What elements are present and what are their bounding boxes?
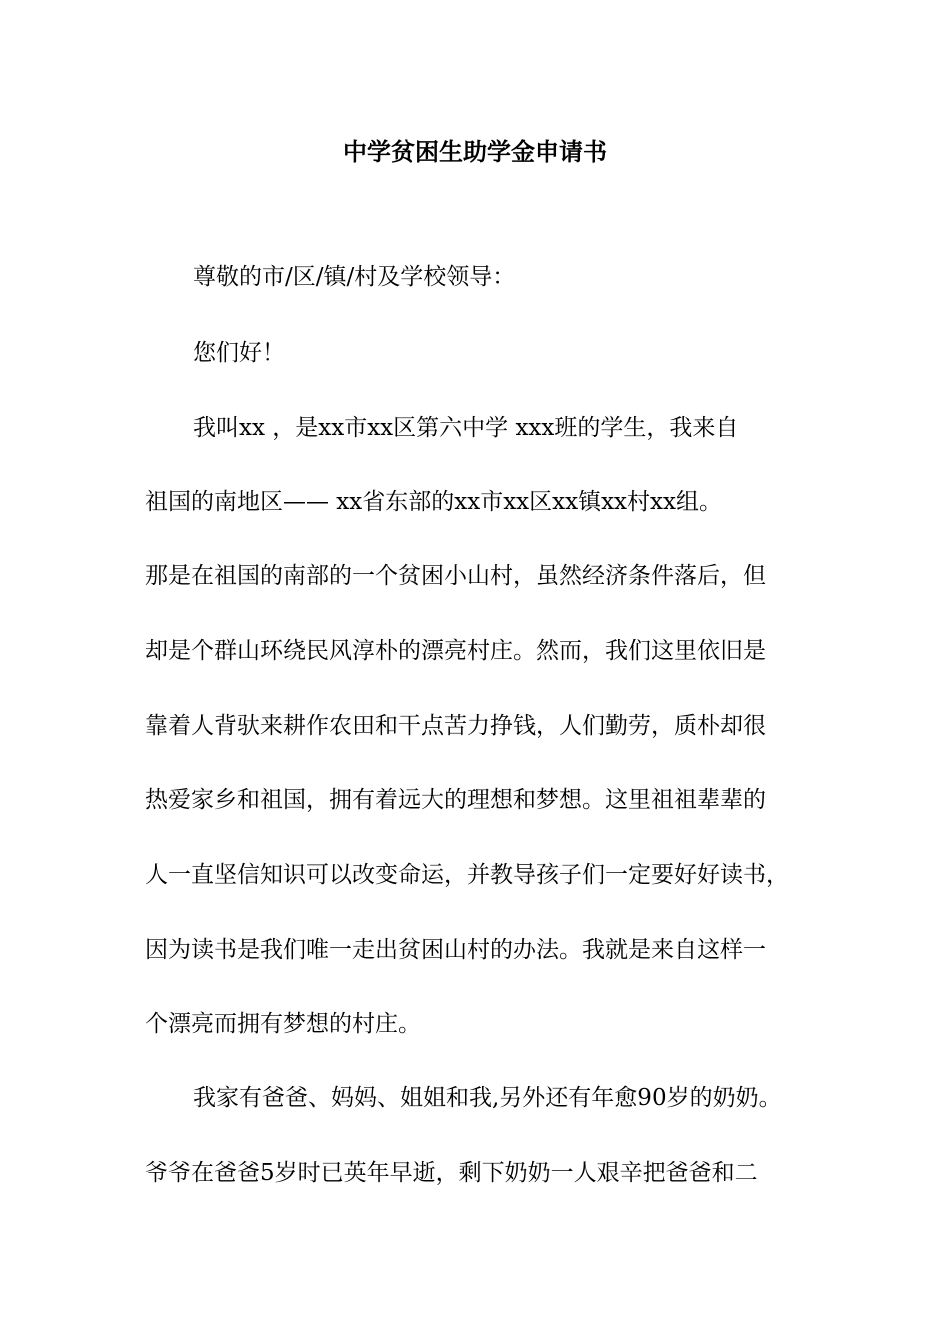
salutation-line: 尊敬的市/区/镇/村及学校领导： — [193, 264, 516, 290]
body-line: 祖国的南地区—— xx省东部的xx市xx区xx镇xx村xx组。 — [145, 489, 722, 515]
body-line: 我叫xx ，是xx市xx区第六中学 xxx班的学生，我来自 — [193, 415, 739, 441]
body-line: 爷爷在爸爸5岁时已英年早逝，剩下奶奶一人艰辛把爸爸和二 — [145, 1160, 758, 1186]
body-line: 靠着人背驮来耕作农田和干点苦力挣钱，人们勤劳，质朴却很 — [145, 713, 766, 739]
body-line: 人一直坚信知识可以改变命运，并教导孩子们一定要好好读书， — [145, 862, 789, 888]
body-line: 因为读书是我们唯一走出贫困山村的办法。我就是来自这样一 — [145, 937, 766, 963]
body-line: 我家有爸爸、妈妈、姐姐和我,另外还有年愈90岁的奶奶。 — [193, 1085, 782, 1111]
body-line: 却是个群山环绕民风淳朴的漂亮村庄。然而，我们这里依旧是 — [145, 638, 766, 664]
greeting-line: 您们好！ — [193, 340, 285, 366]
body-line: 个漂亮而拥有梦想的村庄。 — [145, 1011, 421, 1037]
body-line: 那是在祖国的南部的一个贫困小山村，虽然经济条件落后，但 — [145, 563, 766, 589]
document-title: 中学贫困生助学金申请书 — [343, 137, 607, 166]
body-line: 热爱家乡和祖国，拥有着远大的理想和梦想。这里祖祖辈辈的 — [145, 787, 766, 813]
